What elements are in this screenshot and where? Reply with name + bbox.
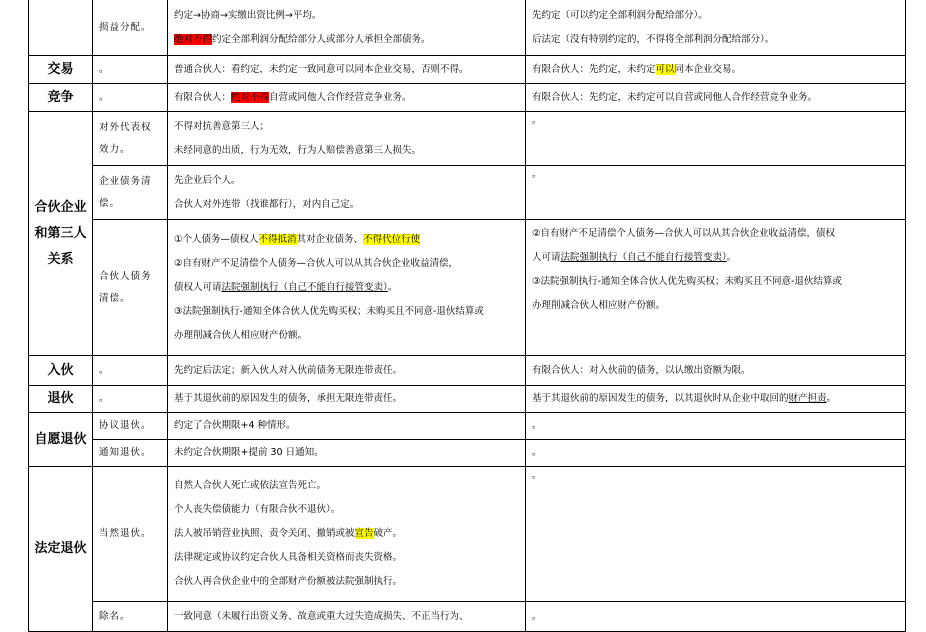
row-profit [29, 0, 906, 56]
cell-join-general: 先约定后法定；新入伙人对入伙前债务无限连带责任。 [168, 356, 526, 386]
text-line: 约定→协商→实缴出资比例→平均。 [174, 9, 322, 21]
text-segment: 债权人可请 [174, 281, 222, 293]
sub-label-represent: 对外代表权效力。 [93, 112, 168, 166]
text-segment: ①个人债务—债权人 [174, 233, 259, 245]
row-legal-expel [29, 602, 906, 632]
cell-auto [168, 467, 526, 602]
text-line: 法律规定或协议约定合伙人具备相关资格而丧失资格。 [174, 552, 403, 563]
sub-label-agree: 协议退伙。 [93, 413, 168, 440]
sub-label-empty: 。 [93, 56, 168, 84]
row-legal-auto [29, 467, 906, 602]
sub-label-expel: 除名。 [93, 602, 168, 632]
cell-quit-limited [526, 386, 906, 413]
text-segment: 基于其退伙前的原因发生的债务，以其退伙时从企业中取回的 [532, 393, 789, 404]
cell-profit-limited [526, 0, 906, 56]
cell-debt [168, 166, 526, 220]
text-line: 自然人合伙人死亡或依法宣告死亡。 [174, 480, 327, 491]
text-segment: 约定全部利润分配给部分人或部分人承担全部债务。 [212, 33, 431, 45]
text-segment: 有限合伙人：先约定，未约定 [532, 63, 656, 75]
red-highlight: 绝对不得 [174, 33, 213, 45]
cell-trade-general: 普通合伙人：看约定，未约定一致同意可以同本企业交易，否则不得。 [168, 56, 526, 84]
text-line: 个人丧失偿债能力（有限合伙不退伙）。 [174, 504, 341, 515]
text-line [532, 246, 899, 270]
cell-personal-limited [526, 220, 906, 356]
row-label-join: 入伙 [29, 356, 93, 386]
cell-empty: 。 [526, 440, 906, 467]
cell-blank [29, 0, 93, 56]
cell-quit-general: 基于其退伙前的原因发生的债务，承担无限连带责任。 [168, 386, 526, 413]
row-join [29, 356, 906, 386]
text-line [174, 228, 519, 252]
text-line [174, 28, 519, 52]
yellow-highlight: 不得抵消 [258, 233, 297, 245]
cell-empty: 。 [526, 602, 906, 632]
text-line: ③法院强制执行-通知全体合伙人优先购买权；未购买且不同意-退伙结算或 [532, 276, 842, 287]
cell-trade-limited [526, 56, 906, 84]
red-highlight: 绝对不得 [231, 91, 270, 103]
sub-label-profit: 损益分配。 [93, 0, 168, 56]
cell-agree: 约定了合伙期限+4 种情形。 [168, 413, 526, 440]
sub-label-notice: 通知退伙。 [93, 440, 168, 467]
cell-compete-limited: 有限合伙人：先约定，未约定可以自营或同他人合作经营竞争业务。 [526, 84, 906, 112]
text-segment: 法人被吊销营业执照、责令关闭、撤销或被 [174, 528, 355, 539]
row-trade [29, 56, 906, 84]
cell-empty: 。 [526, 166, 906, 220]
underlined-text: 法院强制执行（自己不能自行接管变卖） [560, 252, 727, 263]
text-segment: 。 [726, 252, 737, 263]
row-third-debt [29, 166, 906, 220]
text-segment: 其对企业债务、 [296, 233, 364, 245]
row-volun-agree [29, 413, 906, 440]
text-line: 合伙人对外连带（找谁都行），对内自己定。 [174, 198, 360, 210]
text-line: ②自有财产不足清偿个人债务—合伙人可以从其合伙企业收益清偿，债权 [532, 228, 836, 239]
text-segment: 有限合伙人： [174, 91, 232, 103]
row-third-personal [29, 220, 906, 356]
text-line: 办理削减合伙人相应财产份额。 [174, 329, 308, 341]
text-line [174, 522, 519, 546]
cell-personal-general [168, 220, 526, 356]
text-line: 未经同意的出质，行为无效，行为人赔偿善意第三人损失。 [174, 144, 422, 156]
text-segment: 人可请 [532, 252, 561, 263]
row-label-third: 合伙企业和第三人关系 [29, 112, 93, 356]
underlined-text: 财产担责 [788, 393, 827, 404]
text-line [174, 276, 519, 300]
text-line: ②自有财产不足清偿个人债务—合伙人可以从其合伙企业收益清偿， [174, 257, 459, 269]
text-line: 先企业后个人。 [174, 174, 241, 186]
cell-profit-general [168, 0, 526, 56]
row-quit [29, 386, 906, 413]
sub-label-debt: 企业债务清偿。 [93, 166, 168, 220]
row-compete [29, 84, 906, 112]
comparison-table [28, 0, 906, 632]
cell-join-limited: 有限合伙人：对入伙前的债务，以认缴出资额为限。 [526, 356, 906, 386]
text-line: 后法定（没有特别约定的，不得将全部利润分配给部分）。 [532, 33, 775, 45]
sub-label-auto: 当然退伙。 [93, 467, 168, 602]
text-line: 办理削减合伙人相应财产份额。 [532, 300, 666, 311]
text-line: 合伙人再合伙企业中的全部财产份额被法院强制执行。 [174, 576, 403, 587]
row-volun-notice [29, 440, 906, 467]
row-third-represent [29, 112, 906, 166]
yellow-highlight: 宣告 [354, 528, 374, 539]
sub-label-empty: 。 [93, 386, 168, 413]
text-segment: 破产。 [373, 528, 403, 539]
cell-represent [168, 112, 526, 166]
text-segment: 同本企业交易。 [674, 63, 742, 75]
sub-label-empty: 。 [93, 84, 168, 112]
cell-expel: 一致同意（未履行出资义务、故意或重大过失造成损失、不正当行为、 [168, 602, 526, 632]
text-line: ③法院强制执行-通知全体合伙人优先购买权；未购买且不同意-退伙结算或 [174, 305, 484, 317]
sub-label-empty: 。 [93, 356, 168, 386]
row-label-quit: 退伙 [29, 386, 93, 413]
underlined-text: 法院强制执行（自己不能自行接管变卖） [221, 281, 388, 293]
yellow-highlight: 不得代位行使 [363, 233, 421, 245]
yellow-highlight: 可以 [655, 63, 675, 75]
cell-empty: 。 [526, 413, 906, 440]
text-segment: 。 [826, 393, 837, 404]
text-line: 先约定（可以约定全部利润分配给部分）。 [532, 9, 708, 21]
cell-compete-general [168, 84, 526, 112]
cell-empty: 。 [526, 467, 906, 602]
row-label-compete: 竞争 [29, 84, 93, 112]
row-label-volun: 自愿退伙 [29, 413, 93, 467]
cell-empty: 。 [526, 112, 906, 166]
cell-notice: 未约定合伙期限+提前 30 日通知。 [168, 440, 526, 467]
text-line: 不得对抗善意第三人； [174, 120, 270, 132]
text-segment: 自营或同他人合作经营竞争业务。 [269, 91, 412, 103]
sub-label-personal: 合伙人债务清偿。 [93, 220, 168, 356]
text-segment: 。 [387, 281, 398, 293]
row-label-legal: 法定退伙 [29, 467, 93, 632]
row-label-trade: 交易 [29, 56, 93, 84]
